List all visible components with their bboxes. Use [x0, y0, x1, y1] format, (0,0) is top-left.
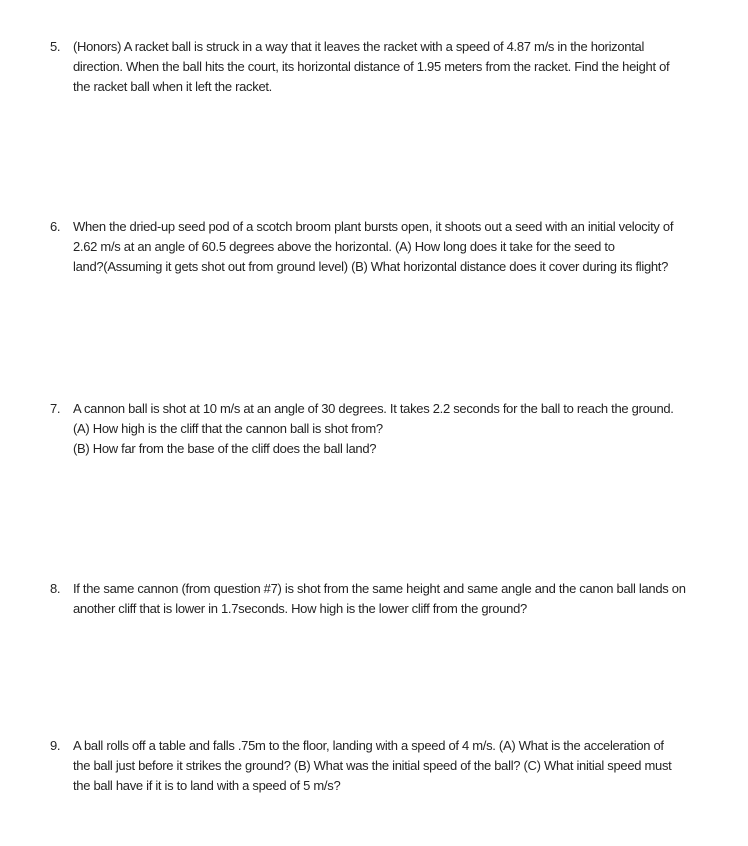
question-8-number: 8. [50, 581, 61, 596]
question-9-line-1: A ball rolls off a table and falls .75m to the floor, landing with a speed of 4 m/s. (A) What is the acceleration of [73, 738, 664, 753]
question-5 [50, 37, 669, 97]
question-9-text [73, 736, 671, 796]
question-6-line-2: 2.62 m/s at an angle of 60.5 degrees above the horizontal. (A) How long does it take for the seed to [73, 239, 615, 254]
question-7 [50, 399, 674, 459]
question-8-line-2: another cliff that is lower in 1.7seconds. How high is the lower cliff from the ground? [73, 601, 527, 616]
question-8-line-1: If the same cannon (from question #7) is shot from the same height and same angle and the canon ball lands on [73, 581, 686, 596]
question-9-line-2: the ball just before it strikes the ground? (B) What was the initial speed of the ball? (C) What initial speed must [73, 758, 672, 773]
question-7-line-2: (A) How high is the cliff that the cannon ball is shot from? [73, 421, 383, 436]
question-5-line-2: direction. When the ball hits the court, its horizontal distance of 1.95 meters from the racket. Find the height of [73, 59, 670, 74]
question-7-text [73, 399, 674, 459]
question-8-text [73, 579, 686, 619]
question-7-number: 7. [50, 401, 61, 416]
question-9-line-3: the ball have if it is to land with a speed of 5 m/s? [73, 778, 341, 793]
question-9 [50, 736, 671, 796]
question-7-line-3: (B) How far from the base of the cliff does the ball land? [73, 441, 377, 456]
question-5-number: 5. [50, 39, 61, 54]
question-5-text [73, 37, 669, 97]
question-5-line-1: (Honors) A racket ball is struck in a way that it leaves the racket with a speed of 4.87 m/s in the horizontal [73, 39, 645, 54]
question-7-line-1: A cannon ball is shot at 10 m/s at an angle of 30 degrees. It takes 2.2 seconds for the ball to reach the ground. [73, 401, 674, 416]
question-6 [50, 217, 673, 277]
question-6-number: 6. [50, 219, 61, 234]
question-6-text [73, 217, 673, 277]
question-6-line-3: land?(Assuming it gets shot out from ground level) (B) What horizontal distance does it cover during its flight? [73, 259, 669, 274]
question-9-number: 9. [50, 738, 61, 753]
question-5-line-3: the racket ball when it left the racket. [73, 79, 272, 94]
question-8 [50, 579, 686, 619]
question-6-line-1: When the dried-up seed pod of a scotch broom plant bursts open, it shoots out a seed with an initial velocity of [73, 219, 674, 234]
